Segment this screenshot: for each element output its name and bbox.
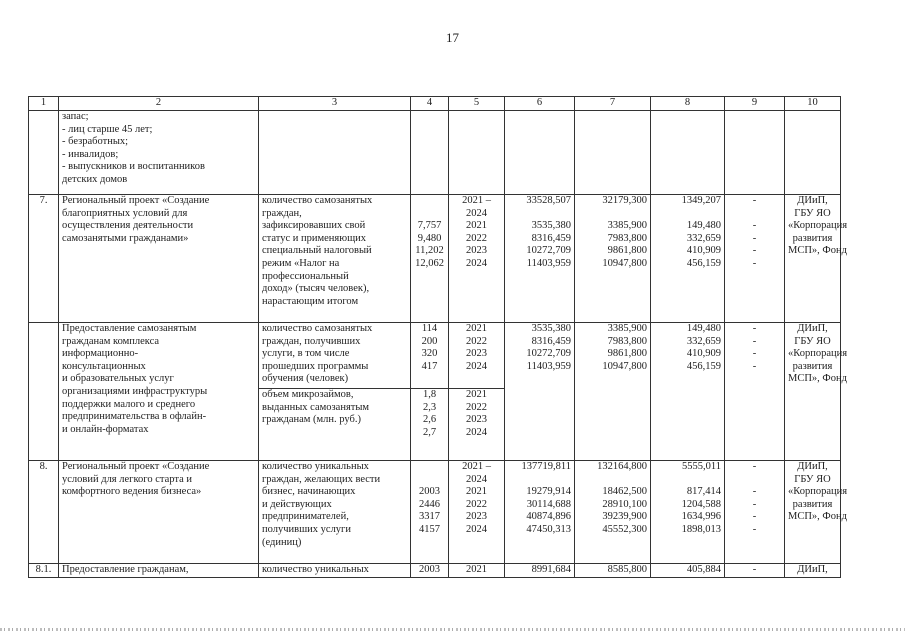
header-cell: 1	[29, 97, 59, 111]
row-number: 8.	[29, 461, 59, 564]
header-cell: 8	[651, 97, 725, 111]
cell-indicator: количество уникальных	[259, 564, 411, 578]
page-number: 17	[446, 30, 459, 45]
cell-funding-other: - - - -	[725, 323, 785, 461]
scan-edge-artifact	[0, 628, 905, 631]
table-header-row	[29, 97, 841, 111]
cell-activity: Предоставление гражданам,	[59, 564, 259, 578]
cell-values: 114 200 320 417	[411, 323, 449, 389]
header-cell: 4	[411, 97, 449, 111]
cell-years: 2021 – 2024 2021 2022 2023 2024	[449, 195, 505, 323]
cell-executor: ДИиП, ГБУ ЯО «Корпорация развития МСП», Фонд	[785, 195, 841, 323]
cell-values: 2003	[411, 564, 449, 578]
cell-activity-continued: запас; - лиц старше 45 лет; - безработных; - инвалидов; - выпускников и воспитанников детских домов	[59, 111, 259, 195]
table-row	[29, 564, 841, 578]
cell-executor: ДИиП,	[785, 564, 841, 578]
header-cell: 9	[725, 97, 785, 111]
cell-funding-total: 8991,684	[505, 564, 575, 578]
cell-funding-federal: 8585,800	[575, 564, 651, 578]
cell-funding-other: - - - - -	[725, 195, 785, 323]
cell-funding-other: -	[725, 564, 785, 578]
cell-funding-regional: 149,480 332,659 410,909 456,159	[651, 323, 725, 461]
header-cell: 7	[575, 97, 651, 111]
cell-activity: Региональный проект «Создание условий для легкого старта и комфортного ведения бизнеса»	[59, 461, 259, 564]
cell-funding-total: 3535,380 8316,459 10272,709 11403,959	[505, 323, 575, 461]
cell-years: 2021 2022 2023 2024	[449, 323, 505, 389]
cell-years: 2021 2022 2023 2024	[449, 389, 505, 461]
cell-funding-federal: 32179,300 3385,900 7983,800 9861,800 10947,800	[575, 195, 651, 323]
header-cell: 3	[259, 97, 411, 111]
cell-executor: ДИиП, ГБУ ЯО «Корпорация развития МСП», Фонд	[785, 461, 841, 564]
cell-indicator: количество уникальных граждан, желающих вести бизнес, начинающих и действующих предпринимателей, получивших услуги (единиц)	[259, 461, 411, 564]
measures-table	[28, 96, 848, 578]
table-row	[29, 195, 841, 323]
cell-funding-regional: 405,884	[651, 564, 725, 578]
cell-activity: Региональный проект «Создание благоприятных условий для осуществления деятельности самозанятыми гражданами»	[59, 195, 259, 323]
header-cell: 6	[505, 97, 575, 111]
cell-funding-total: 137719,811 19279,914 30114,688 40874,896 47450,313	[505, 461, 575, 564]
cell-values: 2003 2446 3317 4157	[411, 461, 449, 564]
cell-years: 2021 – 2024 2021 2022 2023 2024	[449, 461, 505, 564]
cell-funding-federal: 3385,900 7983,800 9861,800 10947,800	[575, 323, 651, 461]
cell-indicator: количество самозанятых граждан, зафиксировавших свой статус и применяющих специальный налоговый режим «Налог на профессиональный доход» (тысяч человек), нарастающим итогом	[259, 195, 411, 323]
table-row	[29, 111, 841, 195]
cell-values: 7,757 9,480 11,202 12,062	[411, 195, 449, 323]
cell-funding-regional: 1349,207 149,480 332,659 410,909 456,159	[651, 195, 725, 323]
cell-funding-other: - - - - -	[725, 461, 785, 564]
cell-activity: Предоставление самозанятым гражданам комплекса информационно- консультационных и образовательных услуг организациями инфраструктуры поддержки малого и среднего предпринимательства в офлайн- и онлайн-форматах	[59, 323, 259, 461]
cell-indicator: объем микрозаймов, выданных самозанятым гражданам (млн. руб.)	[259, 389, 411, 461]
table-row	[29, 461, 841, 564]
header-cell: 5	[449, 97, 505, 111]
cell-indicator: количество самозанятых граждан, получивших услуги, в том числе прошедших программы обучения (человек)	[259, 323, 411, 389]
cell-executor: ДИиП, ГБУ ЯО «Корпорация развития МСП», Фонд	[785, 323, 841, 461]
header-cell: 10	[785, 97, 841, 111]
cell-years: 2021	[449, 564, 505, 578]
cell-values: 1,8 2,3 2,6 2,7	[411, 389, 449, 461]
row-number: 7.	[29, 195, 59, 323]
cell-funding-federal: 132164,800 18462,500 28910,100 39239,900 45552,300	[575, 461, 651, 564]
cell-funding-total: 33528,507 3535,380 8316,459 10272,709 11403,959	[505, 195, 575, 323]
cell-funding-regional: 5555,011 817,414 1204,588 1634,996 1898,013	[651, 461, 725, 564]
table-row	[29, 323, 841, 389]
row-number: 8.1.	[29, 564, 59, 578]
header-cell: 2	[59, 97, 259, 111]
